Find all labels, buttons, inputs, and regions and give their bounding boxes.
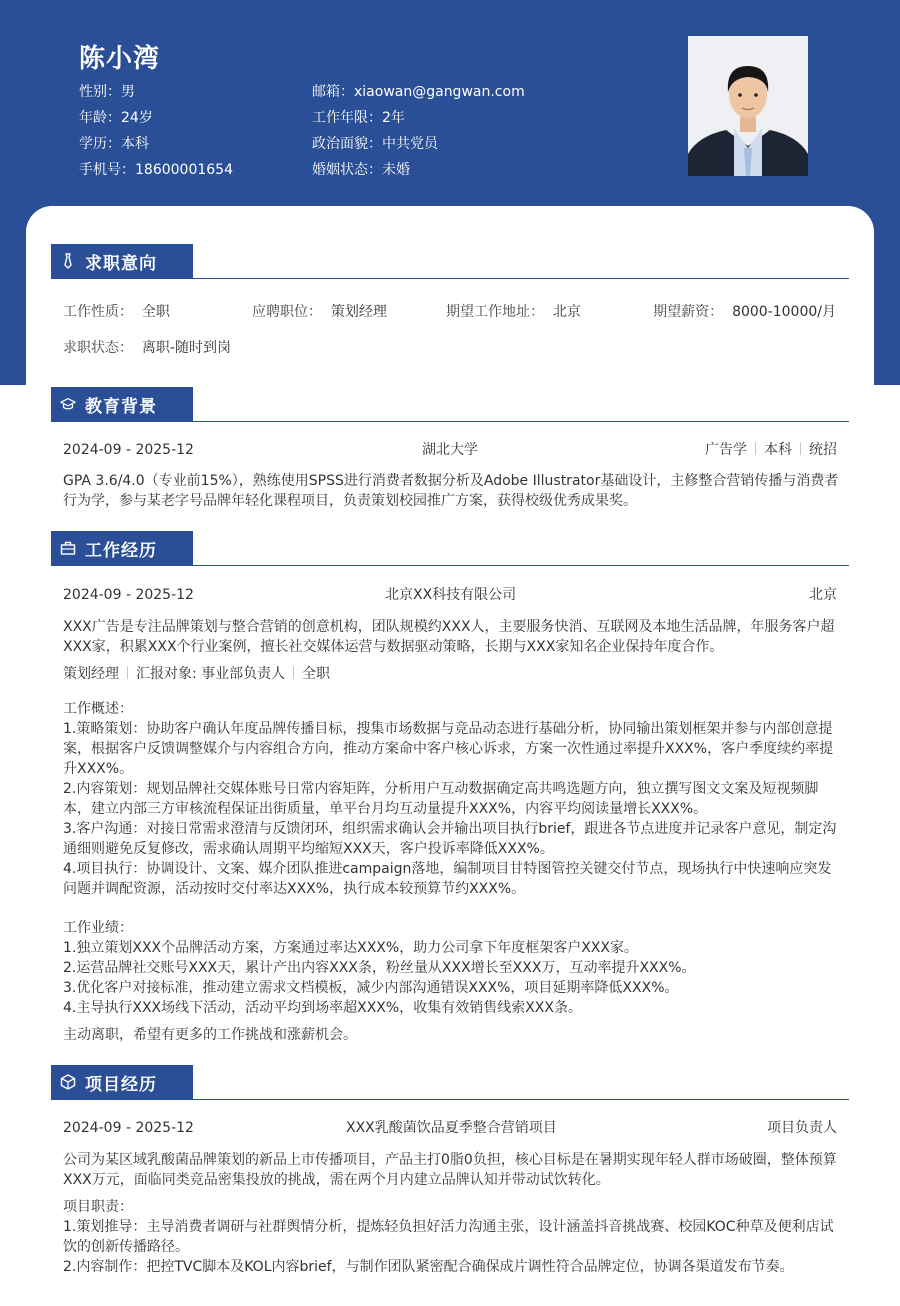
gender-field: 性别：男 xyxy=(79,84,135,100)
school-name: 湖北大学 xyxy=(422,442,478,458)
job-status-item: 求职状态： 离职-随时到岗 xyxy=(63,340,231,356)
section-title: 求职意向 xyxy=(85,253,157,274)
candidate-name: 陈小湾 xyxy=(79,44,161,74)
target-position-item: 应聘职位： 策划经理 xyxy=(252,304,387,320)
project-name: XXX乳酸菌饮品夏季整合营销项目 xyxy=(346,1120,557,1136)
section-title: 教育背景 xyxy=(85,396,157,417)
briefcase-icon xyxy=(60,540,76,556)
leave-reason: 主动离职，希望有更多的工作挑战和涨薪机会。 xyxy=(63,1027,357,1043)
work-achievements: 工作业绩： 1.独立策划XXX个品牌活动方案，方案通过率达XXX%，助力公司拿下年度框架客户XXX家。 2.运营品牌社交账号XXX天，累计产出内容XXX条，粉丝量从XXX增长至XXX万，互动率提升XXX%。 3.优化客户对接标准，推动建立需求文档模板，减少内部沟通错误XXX%，项目延期率降低XXX%。 4.主导执行XXX场线下活动，活动平均到场率超XXX%，收集有效销售线索XXX条。 xyxy=(63,920,696,1016)
cube-icon xyxy=(60,1074,76,1090)
project-duties: 项目职责： 1.策划推导：主导消费者调研与社群舆情分析，提炼轻负担好活力沟通主张，设计涵盖抖音挑战赛、校园KOC种草及便利店试 饮的创新传播路径。 2.内容制作：把控TVC脚本及KOL内容brief，与制作团队紧密配合确保成片调性符合品牌定位，协调各渠道发布节奏。 xyxy=(63,1199,834,1275)
section-tab-project xyxy=(51,1065,193,1099)
job-type-item: 工作性质： 全职 xyxy=(63,304,170,320)
phone-field: 手机号：18600001654 xyxy=(79,162,233,178)
email-field: 邮箱：xiaowan@gangwan.com xyxy=(312,84,525,100)
section-tab-education xyxy=(51,387,193,421)
education-description: GPA 3.6/4.0（专业前15%），熟练使用SPSS进行消费者数据分析及Adobe Illustrator基础设计，主修整合营销传播与消费者 行为学，参与某老字号品牌年轻化课程项目，负责策划校园推广方案，获得校级优秀成果奖。 xyxy=(63,473,839,509)
political-status-field: 政治面貌：中共党员 xyxy=(312,136,438,152)
section-title: 工作经历 xyxy=(85,540,157,561)
work-role-line: 策划经理 汇报对象: 事业部负责人 全职 xyxy=(63,666,331,682)
work-date: 2024-09 - 2025-12 xyxy=(63,587,194,603)
tie-icon xyxy=(60,253,76,269)
project-role: 项目负责人 xyxy=(767,1120,837,1136)
target-location-item: 期望工作地址： 北京 xyxy=(446,304,581,320)
section-title: 项目经历 xyxy=(85,1074,157,1095)
section-header-education xyxy=(51,387,849,422)
expected-salary-item: 期望薪资： 8000-10000/月 xyxy=(653,304,836,320)
age-field: 年龄：24岁 xyxy=(79,110,153,126)
education-details: 广告学 本科 统招 xyxy=(705,442,837,458)
company-description: XXX广告是专注品牌策划与整合营销的创意机构，团队规模约XXX人，主要服务快消、互联网及本地生活品牌，年服务客户超 XXX家，积累XXX个行业案例，擅长社交媒体运营与数据驱动策略，长期与XXX家知名企业保持年度合作。 xyxy=(63,619,835,655)
project-date: 2024-09 - 2025-12 xyxy=(63,1120,194,1136)
section-tab-intent xyxy=(51,244,193,278)
profile-photo xyxy=(688,36,808,176)
section-tab-work xyxy=(51,531,193,565)
project-description: 公司为某区域乳酸菌品牌策划的新品上市传播项目，产品主打0脂0负担，核心目标是在暑期实现年轻人群市场破圈，整体预算 XXX万元，面临同类竞品密集投放的挑战，需在两个月内建立品牌认知并带动试饮转化。 xyxy=(63,1152,837,1188)
company-name: 北京XX科技有限公司 xyxy=(385,587,517,603)
section-header-project xyxy=(51,1065,849,1100)
work-years-field: 工作年限：2年 xyxy=(312,110,405,126)
work-city: 北京 xyxy=(809,587,837,603)
graduation-cap-icon xyxy=(60,396,76,412)
work-overview: 工作概述： 1.策略策划：协助客户确认年度品牌传播目标，搜集市场数据与竞品动态进行基础分析，协同输出策划框架并参与内部创意提 案，根据客户反馈调整媒介与内容组合方向，推动方案命中客户核心诉求，方案一次性通过率提升XXX%，客户季度续约率提 升XXX%。 2.内容策划：规划品牌社交媒体账号日常内容矩阵，分析用户互动数据确定高共鸣选题方向，独立撰写图文文案及短视频脚 本，建立内部三方审核流程保证出街质量，单平台月均互动量提升XXX%，内容平均阅读量增长XXX%。 3.客户沟通：对接日常需求澄清与反馈闭环，组织需求确认会并输出项目执行brief，跟进各节点进度并记录客户意见，制定沟 通细则避免反复修改，需求确认周期平均缩短XXX天，客户投诉率降低XXX%。 4.项目执行：协调设计、文案、媒介团队推进campaign落地，编制项目甘特图管控关键交付节点，现场执行中快速响应突发 问题并调配资源，活动按时交付率达XXX%，执行成本较预算节约XXX%。 xyxy=(63,701,837,897)
section-header-intent xyxy=(51,244,849,279)
marital-status-field: 婚姻状态：未婚 xyxy=(312,162,410,178)
education-date: 2024-09 - 2025-12 xyxy=(63,442,194,458)
education-level-field: 学历：本科 xyxy=(79,136,149,152)
section-header-work xyxy=(51,531,849,566)
